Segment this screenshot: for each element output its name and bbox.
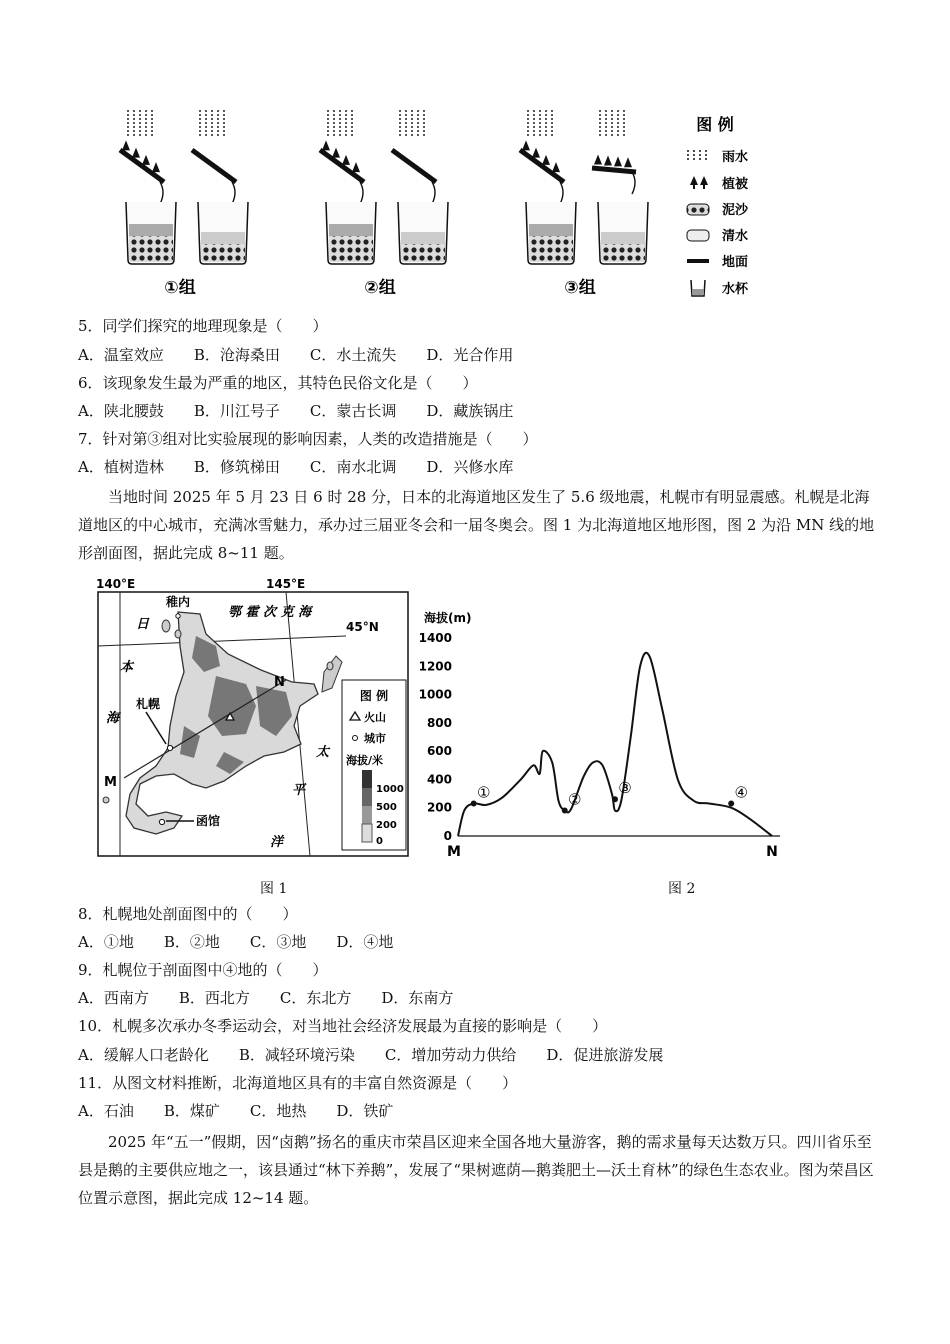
- vegetation-mark: [542, 155, 550, 165]
- sand-layer: [401, 244, 445, 262]
- water-layer: [201, 232, 245, 244]
- elevation-scale-200: [362, 806, 372, 824]
- profile-point-label-4: ④: [734, 783, 748, 802]
- elevation-scale-0: [362, 824, 372, 842]
- q10-option-c[interactable]: C．增加劳动力供给: [384, 1046, 517, 1064]
- q11-option-c[interactable]: C．地热: [249, 1102, 307, 1120]
- q5-option-d[interactable]: D．光合作用: [426, 346, 514, 364]
- group-3-label: ③组: [564, 278, 596, 298]
- passage-hokkaido: 当地时间 2025 年 5 月 23 日 6 时 28 分，日本的北海道地区发生了 5.6 级地震，札幌市有明显震感。札幌是北海道地区的中心城市，充满冰雪魅力，承办过三届亚冬会和一届冬奥会。图 1 为北海道地区地形图，图 2 为沿 MN 线的地形剖面图，据此完成 8~11 题。: [78, 488, 875, 562]
- vegetation-mark: [352, 162, 360, 172]
- q5-option-c[interactable]: C．水土流失: [309, 346, 397, 364]
- vegetation-mark: [332, 148, 340, 158]
- profile-chart: [418, 600, 798, 862]
- profile-point-4: [728, 800, 734, 806]
- group-1-label: ①组: [164, 278, 196, 298]
- question-10-options: [78, 1045, 693, 1065]
- profile-point-label-3: ③: [618, 779, 632, 798]
- legend-elevation-label: 海拔/米: [346, 754, 384, 767]
- vegetation-mark: [142, 155, 150, 165]
- y-tick-label: 200: [426, 800, 452, 815]
- q5-option-b[interactable]: B．沧海桑田: [193, 346, 280, 364]
- passage-goose: 2025 年“五一”假期，因“卤鹅”扬名的重庆市荣昌区迎来全国各地大量游客，鹅的需求量每天达数万只。四川省乐至县是鹅的主要供应地之一，该县通过“林下养鹅”，发展了“果树遮荫—鹅粪肥土—沃土育林”的绿色生态农业。图为荣昌区位置示意图，据此完成 12~14 题。: [78, 1133, 874, 1207]
- elev-tick-0: 0: [376, 836, 383, 847]
- profile-line: [458, 653, 772, 836]
- elevation-scale-1000: [362, 770, 372, 788]
- q11-option-b[interactable]: B．煤矿: [163, 1102, 220, 1120]
- sea-label-1: 日: [136, 617, 150, 632]
- q5-option-a[interactable]: A．温室效应: [78, 346, 164, 364]
- y-tick-label: 600: [426, 744, 452, 759]
- clear-water-icon: [687, 230, 709, 241]
- q6-option-d[interactable]: D．藏族锅庄: [426, 402, 514, 420]
- runoff-stream: [360, 182, 363, 204]
- vegetation-mark: [132, 148, 140, 158]
- vegetation-mark: [532, 148, 540, 158]
- experiment-figure: [90, 110, 790, 305]
- question-7: 7．针对第③组对比实验展现的影响因素，人类的改造措施是（ ）: [78, 430, 538, 448]
- vegetation-icon: [690, 176, 708, 189]
- ground-board: [392, 150, 436, 182]
- pacific-label-2: 平: [292, 783, 306, 798]
- question-8-options: [78, 932, 423, 952]
- profile-point-3: [612, 796, 618, 802]
- profile-point-label-1: ①: [476, 783, 491, 802]
- y-tick-label: 1200: [418, 659, 452, 674]
- legend-clear-water: 清水: [722, 229, 749, 244]
- question-11-options: [78, 1101, 423, 1121]
- q6-option-c[interactable]: C．蒙古长调: [309, 402, 397, 420]
- point-m-label: M: [104, 775, 117, 790]
- q11-option-d[interactable]: D．铁矿: [336, 1102, 394, 1120]
- hakodate-label: 函馆: [196, 814, 221, 828]
- q8-option-d[interactable]: D．④地: [336, 933, 394, 951]
- vegetation-mark: [322, 140, 330, 150]
- q7-option-a[interactable]: A．植树造林: [78, 458, 164, 476]
- vegetation-mark: [152, 162, 160, 172]
- pacific-label-1: 太: [316, 745, 330, 760]
- y-tick-label: 1400: [418, 631, 452, 645]
- q9-option-b[interactable]: B．西北方: [178, 989, 250, 1007]
- question-6-options: [78, 401, 543, 421]
- elev-tick-500: 500: [376, 802, 397, 813]
- lon-145-label: 145°E: [266, 577, 306, 591]
- map-legend-title: 图 例: [359, 689, 389, 703]
- question-7-options: [78, 457, 543, 477]
- profile-point-1: [471, 800, 477, 806]
- legend-city-icon: [353, 736, 358, 741]
- q7-option-d[interactable]: D．兴修水库: [426, 458, 514, 476]
- sand-icon: [687, 204, 709, 215]
- legend-vegetation: 植被: [722, 177, 749, 192]
- q9-option-a[interactable]: A．西南方: [78, 989, 149, 1007]
- legend-rain: 雨水: [722, 150, 749, 165]
- vegetation-mark: [122, 140, 130, 150]
- sea-label-3: 海: [106, 711, 120, 726]
- okhotsk-sea-label: 鄂 霍 次 克 海: [228, 605, 312, 620]
- profile-point-label-2: ②: [568, 790, 582, 809]
- q8-option-c[interactable]: C．③地: [249, 933, 307, 951]
- cup-icon: [691, 280, 705, 296]
- water-layer: [601, 232, 645, 244]
- legend-city-label: 城市: [364, 732, 386, 745]
- vegetation-mark: [342, 155, 350, 165]
- runoff-stream: [160, 182, 163, 204]
- y-tick-label: 800: [426, 715, 452, 730]
- profile-n-label: N: [766, 844, 778, 860]
- sand-layer: [601, 244, 645, 262]
- profile-m-label: M: [447, 844, 461, 860]
- water-layer: [529, 224, 573, 236]
- question-5-options: [78, 345, 543, 365]
- legend-volcano-label: 火山: [364, 711, 386, 724]
- water-layer: [129, 224, 173, 236]
- q9-option-c[interactable]: C．东北方: [279, 989, 352, 1007]
- q10-option-d[interactable]: D．促进旅游发展: [546, 1046, 664, 1064]
- point-n-label: N: [274, 675, 285, 690]
- q11-option-a[interactable]: A．石油: [78, 1102, 134, 1120]
- figure-2-caption: 图 2: [668, 881, 696, 897]
- vegetation-mark: [594, 155, 602, 165]
- vegetation-mark: [624, 157, 632, 167]
- profile-y-axis-label: 海拔(m): [424, 611, 472, 625]
- vegetation-mark: [604, 155, 612, 165]
- elev-tick-200: 200: [376, 820, 397, 831]
- runoff-stream: [432, 182, 435, 204]
- sea-label-2: 本: [120, 660, 134, 675]
- y-tick-label: 1000: [418, 687, 452, 702]
- wakkanai-city-icon: [176, 614, 180, 618]
- exp-legend-title: 图 例: [696, 115, 734, 134]
- hakodate-city-icon: [159, 819, 164, 824]
- vegetation-mark: [552, 162, 560, 172]
- lat-45-label: 45°N: [346, 620, 379, 634]
- legend-cup: 水杯: [722, 282, 749, 297]
- q10-option-a[interactable]: A．缓解人口老龄化: [78, 1046, 209, 1064]
- elev-tick-1000: 1000: [376, 784, 404, 795]
- q8-option-a[interactable]: A．①地: [78, 933, 134, 951]
- rain-icon: [688, 150, 706, 162]
- q8-option-b[interactable]: B．②地: [163, 933, 220, 951]
- y-tick-label: 0: [443, 829, 452, 843]
- vegetation-mark: [614, 156, 622, 166]
- q6-option-a[interactable]: A．陕北腰鼓: [78, 402, 164, 420]
- runoff-stream: [632, 172, 635, 194]
- question-9-options: [78, 988, 483, 1008]
- q7-option-b[interactable]: B．修筑梯田: [193, 458, 280, 476]
- legend-ground: 地面: [722, 255, 749, 270]
- sand-layer: [129, 236, 173, 262]
- sand-layer: [201, 244, 245, 262]
- lon-140-label: 140°E: [96, 577, 136, 591]
- wakkanai-label: 稚内: [166, 595, 191, 609]
- hokkaido-map: [96, 576, 412, 860]
- q10-option-b[interactable]: B．减轻环境污染: [238, 1046, 355, 1064]
- legend-sand: 泥沙: [722, 203, 749, 218]
- sapporo-label: 札幌: [136, 697, 161, 711]
- question-5: 5．同学们探究的地理现象是（ ）: [78, 317, 328, 335]
- question-11: 11．从图文材料推断，北海道地区具有的丰富自然资源是（ ）: [78, 1074, 518, 1092]
- figure-1-caption: 图 1: [260, 881, 288, 897]
- water-layer: [401, 232, 445, 244]
- runoff-stream: [560, 182, 563, 204]
- sand-layer: [329, 236, 373, 262]
- runoff-stream: [232, 182, 235, 204]
- group-2-label: ②组: [364, 278, 396, 298]
- ground-board: [192, 150, 236, 182]
- q7-option-c[interactable]: C．南水北调: [309, 458, 397, 476]
- profile-point-2: [562, 808, 568, 814]
- q9-option-d[interactable]: D．东南方: [381, 989, 454, 1007]
- question-8: 8．札幌地处剖面图中的（ ）: [78, 905, 298, 923]
- y-tick-label: 400: [426, 772, 452, 787]
- question-10: 10．札幌多次承办冬季运动会，对当地社会经济发展最为直接的影响是（ ）: [78, 1017, 608, 1035]
- question-6: 6．该现象发生最为严重的地区，其特色民俗文化是（ ）: [78, 374, 478, 392]
- ground-board: [592, 168, 636, 172]
- elevation-scale-500: [362, 788, 372, 806]
- sapporo-city-icon: [167, 745, 172, 750]
- pacific-label-3: 洋: [270, 835, 284, 850]
- water-layer: [329, 224, 373, 236]
- ground-icon: [687, 259, 709, 263]
- sand-layer: [529, 236, 573, 262]
- vegetation-mark: [522, 140, 530, 150]
- q6-option-b[interactable]: B．川江号子: [193, 402, 280, 420]
- question-9: 9．札幌位于剖面图中④地的（ ）: [78, 961, 328, 979]
